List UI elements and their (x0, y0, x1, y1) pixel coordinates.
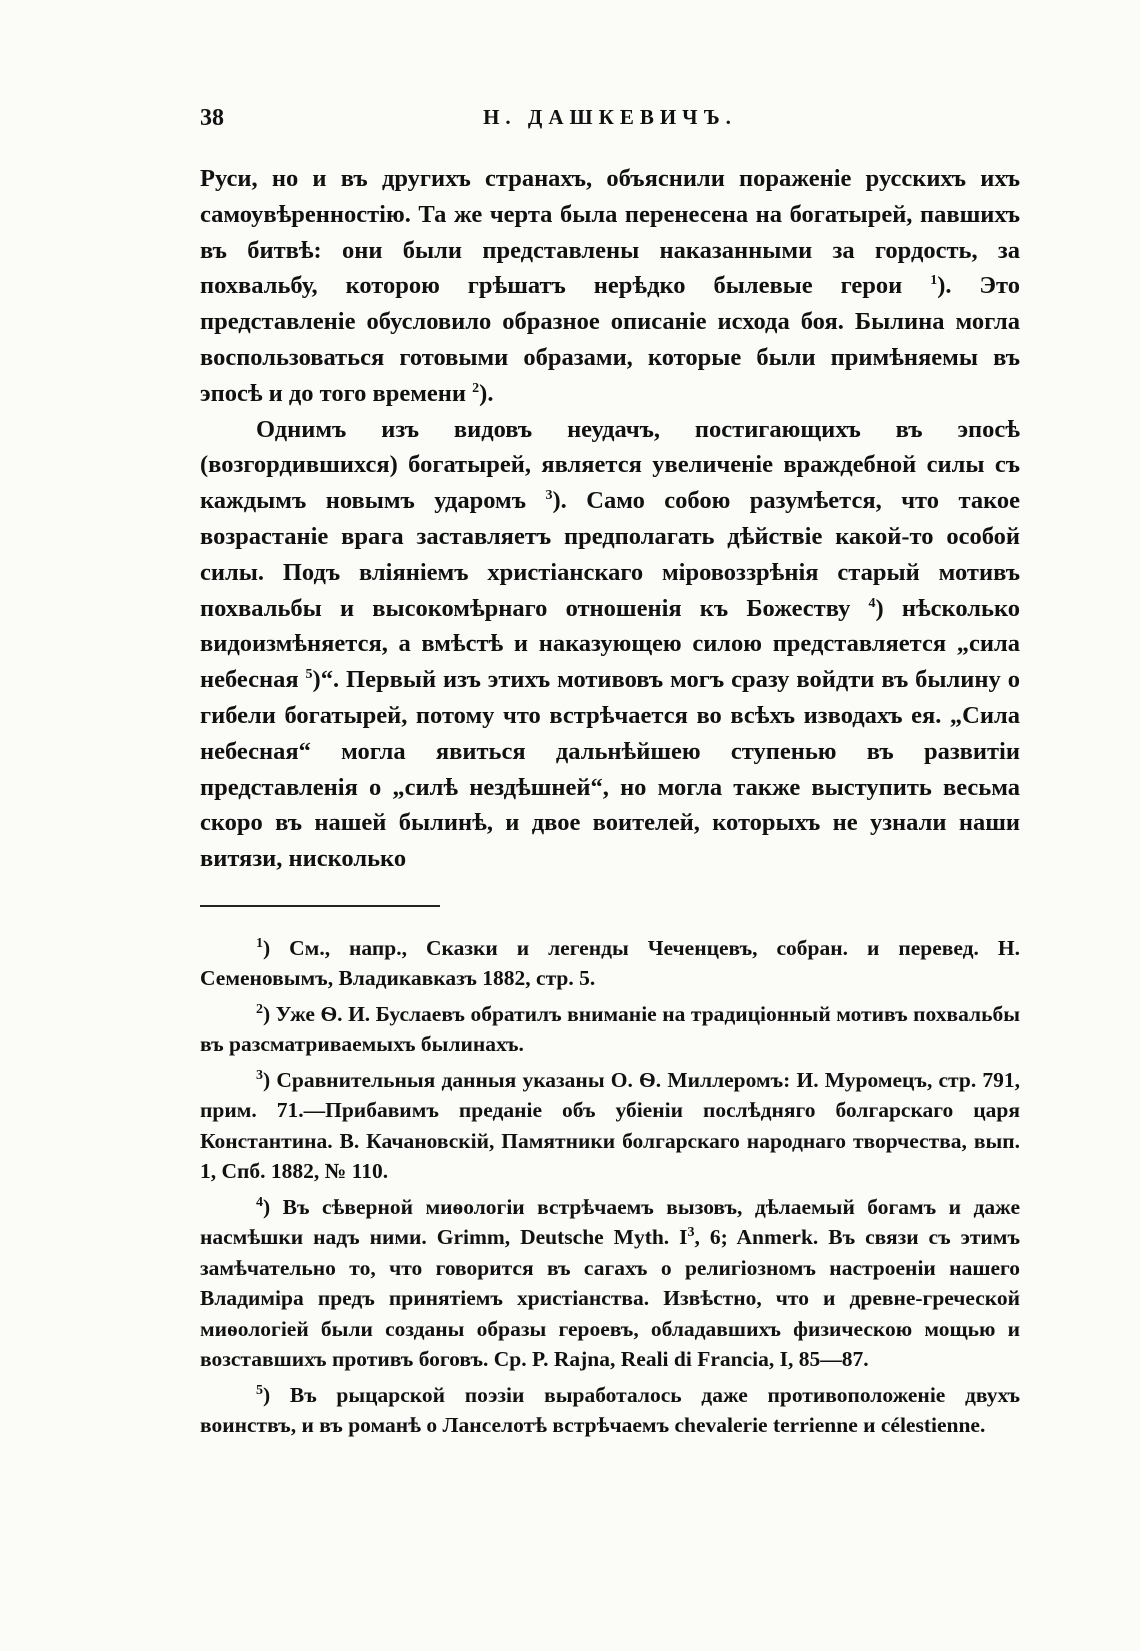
footnote-ref-5: 5 (305, 667, 313, 682)
footnote-separator (200, 905, 440, 907)
footnote-ref-1: 1 (930, 273, 938, 289)
footnotes (200, 933, 1020, 1441)
running-title: Н. ДАШКЕВИЧЪ. (483, 105, 737, 129)
footnote-5: $^5$) Въ рыцарской поэзіи выработалось даже противоположеніе двухъ воинствъ, и въ романѣ о Ланселотѣ встрѣчаемъ chevalerie terrienne и célestienne. (200, 1382, 1020, 1438)
footnote-mark: 5 (256, 1382, 263, 1398)
page-header (200, 105, 1020, 145)
footnote-ref-3: 3 (545, 488, 553, 504)
footnote-4: $^4$) Въ сѣверной миѳологіи встрѣчаемъ вызовъ, дѣлаемый богамъ и даже насмѣшки надъ ними. Grimm, Deutsche Myth. $I^3$, 6; Anmerk. Въ связи съ этимъ замѣчательно то, что говорится въ сагахъ о религіозномъ настроеніи нашего Владиміра предъ принятіемъ христіанства. Извѣстно, что и древне-греческой миѳологіей были созданы образы героевъ, обладавшихъ физическою мощью и возставшихъ противъ боговъ. Ср. P. Rajna, Reali di Francia, I, 85—87. (200, 1194, 1020, 1372)
footnote-1: $^1$) См., напр., Сказки и легенды Чеченцевъ, собран. и перевед. Н. Семеновымъ, Владикавказъ 1882, стр. 5. (200, 935, 1020, 991)
paragraph-2: Однимъ изъ видовъ неудачъ, постигающихъ въ эпосѣ (возгордившихся) богатырей, является увеличеніе враждебной силы съ каждымъ новымъ ударомъ $^3$). Само собою разумѣется, что такое возрастаніе врага заставляетъ предполагать дѣйствіе какой-то особой силы. Подъ вліяніемъ христіанскаго міровоззрѣнія старый мотивъ похвальбы и высокомѣрнаго отношенія къ Божеству $^4$) нѣсколько видоизмѣняется, а вмѣстѣ и наказующею силою представляется „сила небесная $^5$)“. Первый изъ этихъ мотивовъ могъ сразу войдти въ былину о гибели богатырей, потому что встрѣчается во всѣхъ изводахъ ея. „Сила небесная“ могла явиться дальнѣйшею ступенью въ развитіи представленія о „силѣ нездѣшней“, но могла также выступить весьма скоро въ нашей былинѣ, и двое воителей, которыхъ не узнали наши витязи, нисколько (200, 415, 1020, 873)
page-number: 38 (200, 105, 224, 131)
footnote-ref-4: 4 (868, 595, 876, 611)
book-page (200, 105, 1020, 1446)
main-text (200, 161, 1020, 877)
paragraph-1: Руси, но и въ другихъ странахъ, объяснили пораженіе русскихъ ихъ самоувѣренностію. Та же черта была перенесена на богатырей, павшихъ въ битвѣ: они были представлены наказанными за гордость, за похвальбу, которою грѣшатъ нерѣдко былевые герои $^1$). Это представленіе обусловило образное описаніе исхода боя. Былина могла воспользоваться готовыми образами, которые были примѣняемы въ эпосѣ и до того времени $^2$). (200, 165, 1020, 407)
footnote-mark: 3 (256, 1067, 263, 1083)
footnote-3: $^3$) Сравнительныя данныя указаны О. Ѳ. Миллеромъ: И. Муромецъ, стр. 791, прим. 71.—Прибавимъ преданіе объ убіеніи послѣдняго болгарскаго царя Константина. В. Качановскій, Памятники болгарскаго народнаго творчества, вып. 1, Спб. 1882, № 110. (200, 1067, 1020, 1184)
footnote-ref-2: 2 (472, 380, 480, 396)
footnote-mark: 4 (256, 1194, 263, 1210)
edition-superscript: 3 (687, 1225, 695, 1241)
footnote-2: $^2$) Уже Ѳ. И. Буслаевъ обратилъ вниманіе на традиціонный мотивъ похвальбы въ разсматриваемыхъ былинахъ. (200, 1001, 1020, 1057)
footnote-mark: 2 (256, 1001, 263, 1017)
footnote-mark: 1 (256, 935, 263, 951)
